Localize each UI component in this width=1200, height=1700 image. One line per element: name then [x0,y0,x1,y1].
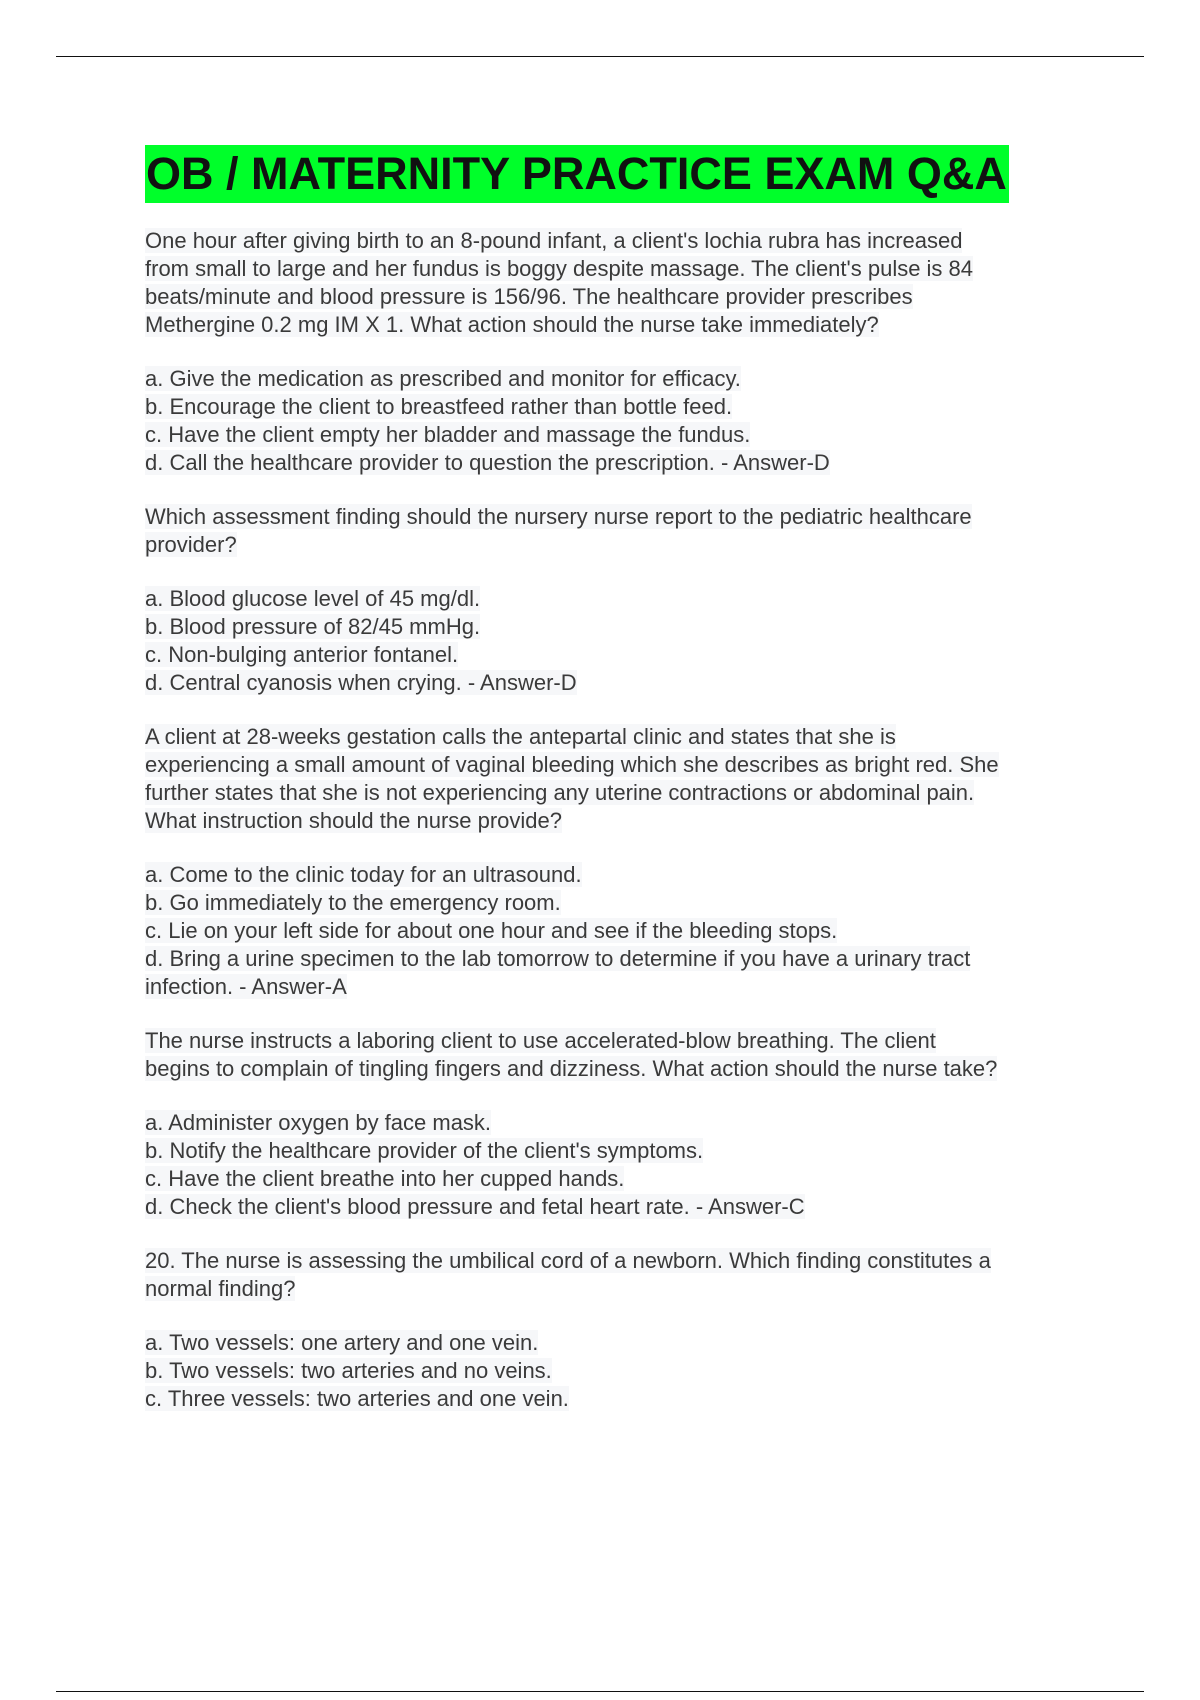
answer-option: a. Give the medication as prescribed and monitor for efficacy. [145,366,741,391]
answer-option: b. Blood pressure of 82/45 mmHg. [145,614,481,639]
question-line: from small to large and her fundus is boggy despite massage. The client's pulse is 84 [145,256,974,281]
answer-option: a. Administer oxygen by face mask. [145,1110,492,1135]
question-2 [145,503,1085,559]
answer-option: d. Bring a urine specimen to the lab tomorrow to determine if you have a urinary tract [145,946,971,971]
question-line: normal finding? [145,1276,296,1301]
options-3 [145,861,1085,1001]
answer-option: b. Two vessels: two arteries and no veins. [145,1358,552,1383]
answer-option: d. Central cyanosis when crying. - Answer-D [145,670,577,695]
answer-option: c. Have the client breathe into her cupped hands. [145,1166,625,1191]
question-line: What instruction should the nurse provide? [145,808,563,833]
question-line: experiencing a small amount of vaginal bleeding which she describes as bright red. She [145,752,999,777]
options-2 [145,585,1085,697]
answer-option: a. Blood glucose level of 45 mg/dl. [145,586,481,611]
answer-option: infection. - Answer-A [145,974,347,999]
question-line: further states that she is not experiencing any uterine contractions or abdominal pain. [145,780,975,805]
question-line: Methergine 0.2 mg IM X 1. What action should the nurse take immediately? [145,312,879,337]
top-rule [56,56,1144,57]
question-line: The nurse instructs a laboring client to use accelerated-blow breathing. The client [145,1028,936,1053]
answer-option: c. Lie on your left side for about one hour and see if the bleeding stops. [145,918,838,943]
answer-option: c. Have the client empty her bladder and massage the fundus. [145,422,751,447]
options-5 [145,1329,1085,1413]
answer-option: b. Go immediately to the emergency room. [145,890,561,915]
answer-option: b. Notify the healthcare provider of the client's symptoms. [145,1138,704,1163]
answer-option: a. Two vessels: one artery and one vein. [145,1330,539,1355]
options-1 [145,365,1085,477]
answer-option: d. Call the healthcare provider to question the prescription. - Answer-D [145,450,830,475]
question-line: beats/minute and blood pressure is 156/96. The healthcare provider prescribes [145,284,913,309]
answer-option: b. Encourage the client to breastfeed rather than bottle feed. [145,394,733,419]
question-line: One hour after giving birth to an 8-pound infant, a client's lochia rubra has increased [145,228,963,253]
question-line: begins to complain of tingling fingers and dizziness. What action should the nurse take? [145,1056,998,1081]
page-title: OB / MATERNITY PRACTICE EXAM Q&A [145,145,1009,203]
answer-option: d. Check the client's blood pressure and fetal heart rate. - Answer-C [145,1194,805,1219]
question-line: 20. The nurse is assessing the umbilical cord of a newborn. Which finding constitutes a [145,1248,991,1273]
answer-option: c. Non-bulging anterior fontanel. [145,642,459,667]
document-body [145,145,1085,1439]
question-4 [145,1027,1085,1083]
answer-option: a. Come to the clinic today for an ultrasound. [145,862,582,887]
question-5 [145,1247,1085,1303]
question-line: A client at 28-weeks gestation calls the antepartal clinic and states that she is [145,724,896,749]
options-4 [145,1109,1085,1221]
question-3 [145,723,1085,835]
question-1 [145,227,1085,339]
answer-option: c. Three vessels: two arteries and one vein. [145,1386,569,1411]
question-line: Which assessment finding should the nursery nurse report to the pediatric healthcare [145,504,972,529]
bottom-rule [56,1691,1144,1692]
question-line: provider? [145,532,237,557]
